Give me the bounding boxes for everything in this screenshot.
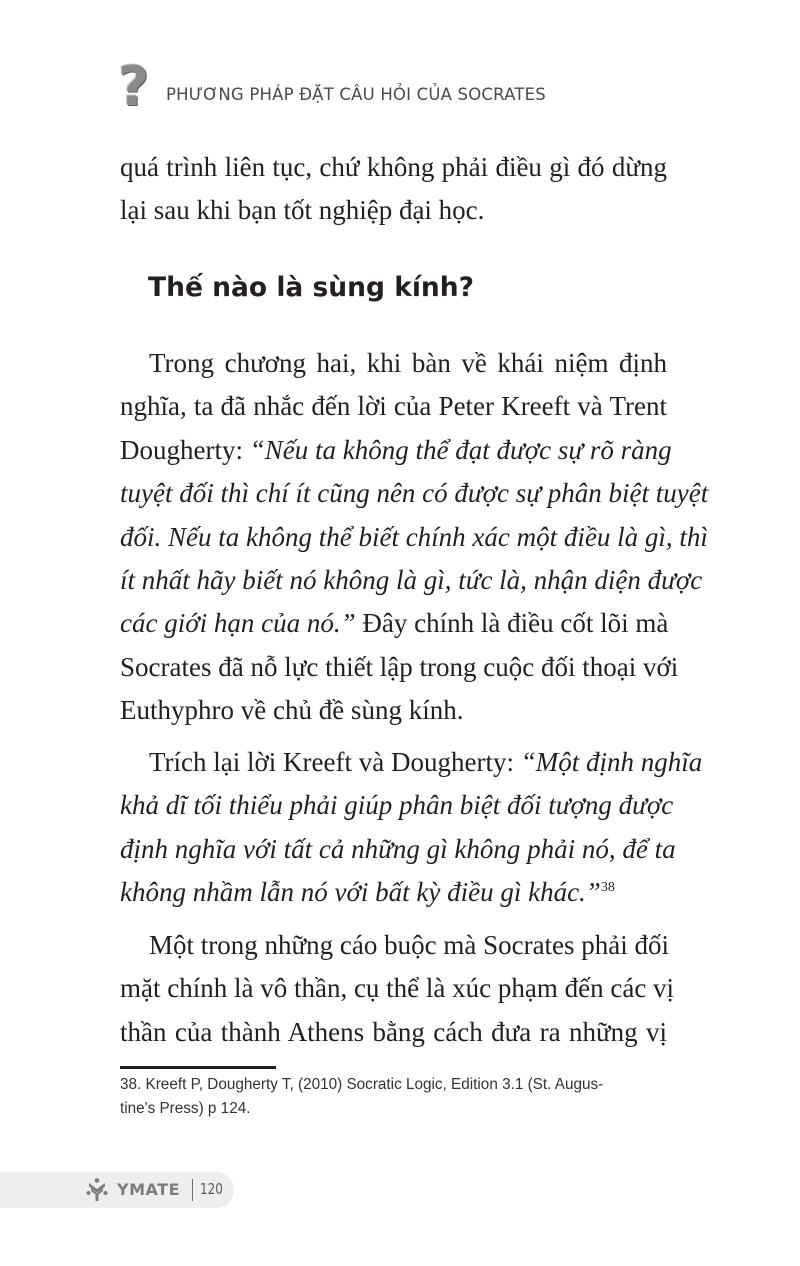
- text-run: Dougherty:: [120, 434, 250, 465]
- footnote-line: 38. Kreeft P, Dougherty T, (2010) Socratic Logic, Edition 3.1 (St. Augus-: [120, 1076, 604, 1093]
- brand-name: YMATE: [117, 1180, 180, 1199]
- text-line: quá trình liên tục, chứ không phải điều gì đó dừng: [120, 152, 667, 182]
- quote-text: “Nếu ta không thể đạt được sự rõ ràng: [249, 434, 672, 465]
- text-line: Một trong những cáo buộc mà Socrates phải đối: [149, 930, 670, 960]
- quote-text: không nhầm lẫn nó với bất kỳ điều gì khác.”: [120, 877, 601, 908]
- paragraph-3: [120, 924, 675, 1054]
- question-mark-icon: ?: [118, 55, 150, 118]
- text-line: nghĩa, ta đã nhắc đến lời của Peter Kreeft và Trent: [120, 391, 667, 422]
- quote-line: định nghĩa với tất cả những gì không phải nó, để ta: [120, 833, 676, 864]
- page-number: 120: [200, 1180, 223, 1198]
- running-head: [118, 55, 546, 118]
- text-line: Trong chương hai, khi bàn về khái niệm định: [149, 348, 667, 378]
- text-line: mặt chính là vô thần, cụ thể là xúc phạm đến các vị: [120, 973, 675, 1004]
- text-line: [120, 741, 703, 784]
- ymate-logo-icon: [86, 1178, 108, 1202]
- quote-line: ít nhất hãy biết nó không là gì, tức là, nhận diện được: [120, 565, 703, 596]
- footnote: [120, 1073, 668, 1121]
- quote-text: “Một định nghĩa: [520, 747, 703, 777]
- text-line: [120, 871, 667, 914]
- text-line: Euthyphro về chủ đề sùng kính.: [120, 695, 464, 726]
- section-heading: Thế nào là sùng kính?: [148, 272, 475, 303]
- continued-paragraph: [120, 146, 667, 233]
- text-line: lại sau khi bạn tốt nghiệp đại học.: [120, 195, 485, 226]
- paragraph-1: [120, 342, 709, 733]
- text-line: Socrates đã nỗ lực thiết lập trong cuộc đối thoại với: [120, 651, 679, 682]
- quote-line: tuyệt đối thì chí ít cũng nên có được sự phân biệt tuyệt: [120, 478, 709, 509]
- text-run: Trích lại lời Kreeft và Dougherty:: [149, 747, 521, 777]
- running-head-title: PHƯƠNG PHÁP ĐẶT CÂU HỎI CỦA SOCRATES: [166, 84, 546, 104]
- text-line: thần của thành Athens bằng cách đưa ra những vị: [120, 1016, 667, 1047]
- footer-separator: [192, 1179, 193, 1201]
- text-line: [120, 429, 672, 472]
- text-run: Đây chính là điều cốt lõi mà: [355, 608, 669, 639]
- quote-line: khả dĩ tối thiểu phải giúp phân biệt đối tượng được: [120, 790, 674, 821]
- paragraph-2: [120, 741, 703, 915]
- footnote-divider: [120, 1066, 276, 1069]
- text-line: [120, 602, 667, 645]
- quote-line: đối. Nếu ta không thể biết chính xác một điều là gì, thì: [120, 521, 708, 552]
- footnote-line: tine's Press) p 124.: [120, 1100, 251, 1117]
- quote-text: các giới hạn của nó.”: [120, 608, 356, 639]
- footnote-reference[interactable]: 38: [600, 880, 615, 896]
